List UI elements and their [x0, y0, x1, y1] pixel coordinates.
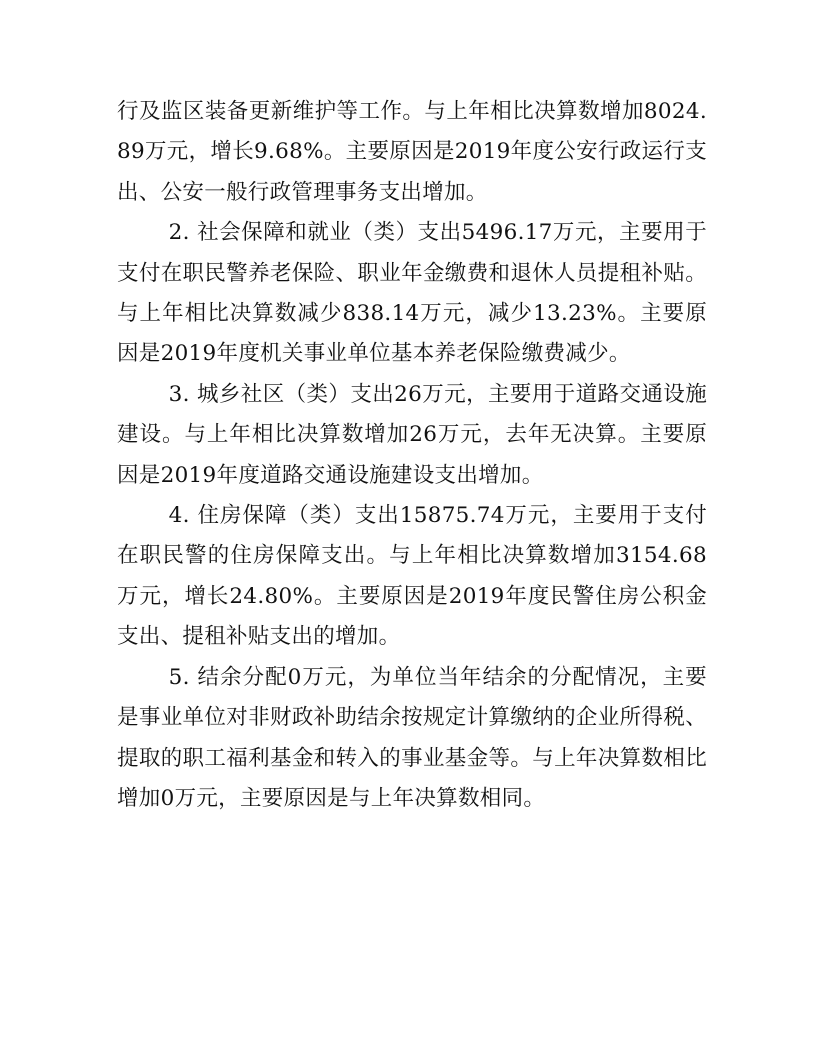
paragraph-continuation: 行及监区装备更新维护等工作。与上年相比决算数增加8024.89万元，增长9.68%。主要原因是2019年度公安行政运行支出、公安一般行政管理事务支出增加。 — [117, 99, 707, 205]
paragraph-item-5: 5. 结余分配0万元，为单位当年结余的分配情况，主要是事业单位对非财政补助结余按规定计算缴纳的企业所得税、提取的职工福利基金和转入的事业基金等。与上年决算数相比增加0万元，主要原因是与上年决算数相同。 — [117, 664, 707, 811]
paragraph-item-4: 4. 住房保障（类）支出15875.74万元，主要用于支付在职民警的住房保障支出。与上年相比决算数增加3154.68万元，增长24.80%。主要原因是2019年度民警住房公积金支出、提租补贴支出的增加。 — [117, 503, 707, 650]
document-body — [117, 92, 707, 819]
paragraph-item-3: 3. 城乡社区（类）支出26万元，主要用于道路交通设施建设。与上年相比决算数增加26万元，去年无决算。主要原因是2019年度道路交通设施建设支出增加。 — [117, 381, 707, 488]
paragraph-item-2: 2. 社会保障和就业（类）支出5496.17万元，主要用于支付在职民警养老保险、职业年金缴费和退休人员提租补贴。与上年相比决算数减少838.14万元，减少13.23%。主要原因是2019年度机关事业单位基本养老保险缴费减少。 — [117, 220, 707, 367]
